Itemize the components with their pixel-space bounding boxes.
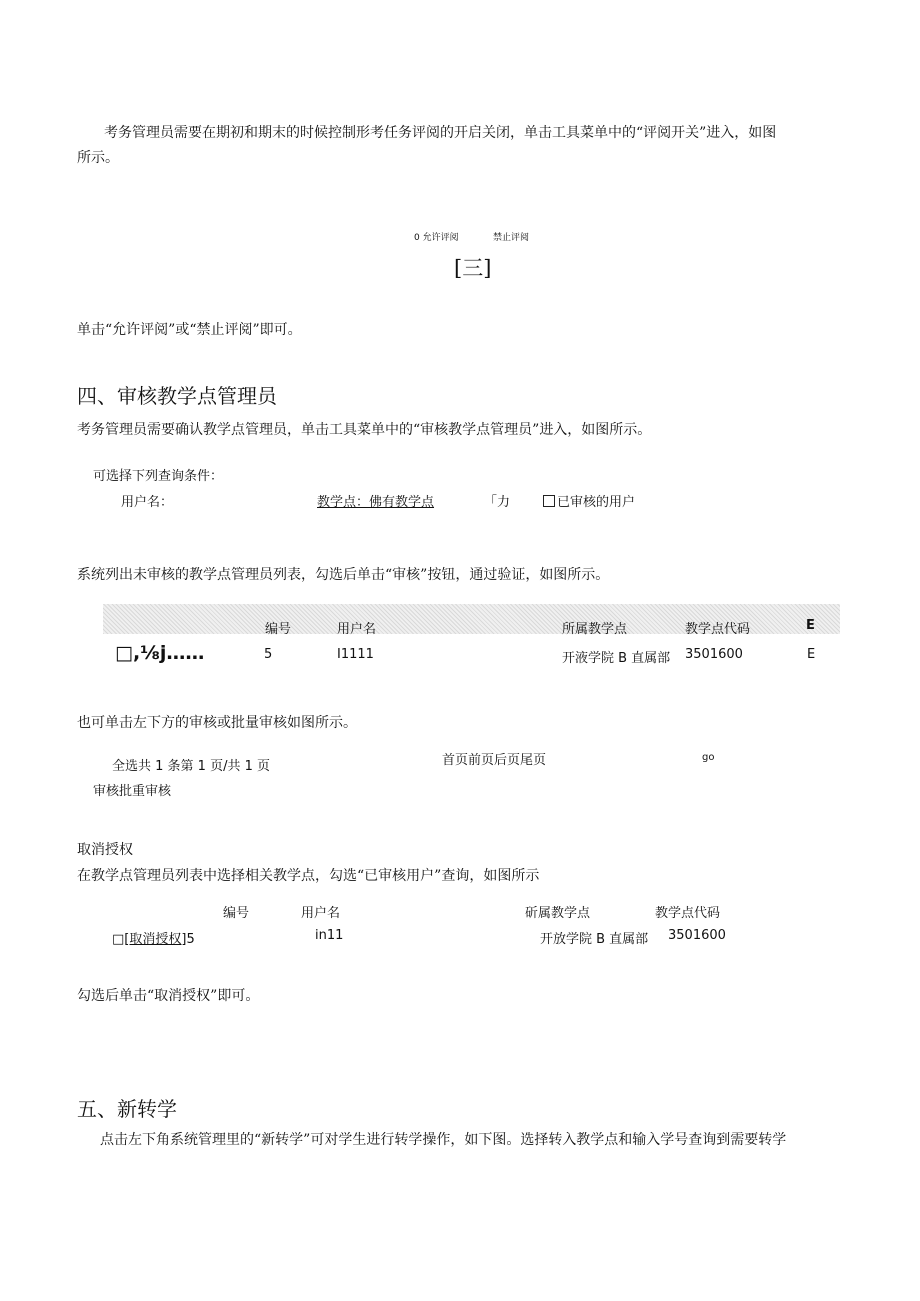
toggle-bracket-symbol: [三] (454, 256, 492, 280)
forbid-review-option[interactable]: 禁止评阅 (493, 233, 530, 243)
revoke-link[interactable]: [取消授权] (124, 932, 187, 947)
checkbox-icon[interactable] (543, 495, 555, 507)
reviewed-users-checkbox[interactable] (543, 491, 635, 510)
row-select-checkbox[interactable]: □,⅛j…… (115, 642, 205, 664)
section4-heading: 四、审核教学点管理员 (77, 384, 277, 408)
section5-heading: 五、新转学 (77, 1097, 177, 1121)
username-label: 用户名： (121, 495, 174, 510)
revoke-after: 勾选后单击“取消授权”即可。 (77, 988, 260, 1004)
pager-summary[interactable]: 全选共 1 条第 1 页/共 1 页 (112, 759, 270, 774)
pager-nav[interactable]: 首页前页后页尾页 (442, 753, 547, 768)
teaching-point-select[interactable]: 教学点：佛有教学点 (317, 495, 435, 510)
reviewed-users-label: 已审核的用户 (557, 495, 636, 510)
review-actions[interactable]: 审核批重审核 (93, 784, 172, 799)
revoke-col-username: 用户名 (301, 906, 341, 921)
allow-review-option[interactable]: 0 允许评阅 (414, 233, 459, 243)
cell-username: I1111 (337, 647, 374, 662)
col-header-point: 所属教学点 (562, 622, 628, 637)
revoke-cell-id: 5 (186, 932, 195, 947)
query-title: 可选择下列查询条件： (93, 469, 224, 484)
cell-extra: E (807, 647, 816, 662)
revoke-desc: 在教学点管理员列表中选择相关教学点，勾选“已审核用户”查询，如图所示 (77, 868, 540, 884)
revoke-col-point: 斫属教学点 (525, 906, 591, 921)
revoke-title: 取消授权 (77, 842, 133, 858)
teaching-point-dropdown[interactable]: 「力 (484, 495, 511, 510)
revoke-row-checkbox[interactable]: □ (112, 932, 125, 947)
revoke-cell-point: 开放学院 B 直属部 (540, 932, 649, 947)
go-button[interactable]: go (702, 752, 715, 763)
intro-line-2: 所示。 (77, 150, 119, 166)
toggle-instruction: 单击“允许评阅”或“禁止评阅”即可。 (77, 322, 302, 338)
revoke-row (112, 928, 195, 947)
revoke-cell-code: 3501600 (668, 928, 726, 943)
col-header-username: 用户名 (337, 622, 377, 637)
col-header-extra: E (806, 618, 815, 633)
list-desc: 系统列出未审核的教学点管理员列表，勾选后单击“审核”按钮，通过验证，如图所示。 (77, 567, 610, 583)
revoke-col-id: 编号 (223, 906, 250, 921)
section4-desc: 考务管理员需要确认教学点管理员，单击工具菜单中的“审核教学点管理员”进入，如图所示。 (77, 422, 652, 438)
cell-point: 开液学院 B 直属部 (562, 651, 671, 666)
col-header-code: 教学点代码 (685, 622, 751, 637)
section5-desc: 点击左下角系统管理里的“新转学”可对学生进行转学操作，如下图。选择转入教学点和输入学号查询到需要转学 (100, 1132, 787, 1148)
revoke-cell-username: in11 (315, 928, 344, 943)
col-header-id: 编号 (265, 622, 292, 637)
cell-id: 5 (264, 647, 273, 662)
intro-line-1: 考务管理员需要在期初和期末的时候控制形考任务评阅的开启关闭，单击工具菜单中的“评阅开关”进入，如图 (104, 125, 777, 141)
revoke-col-code: 教学点代码 (655, 906, 721, 921)
batch-desc: 也可单击左下方的审核或批量审核如图所示。 (77, 715, 357, 731)
cell-code: 3501600 (685, 647, 743, 662)
